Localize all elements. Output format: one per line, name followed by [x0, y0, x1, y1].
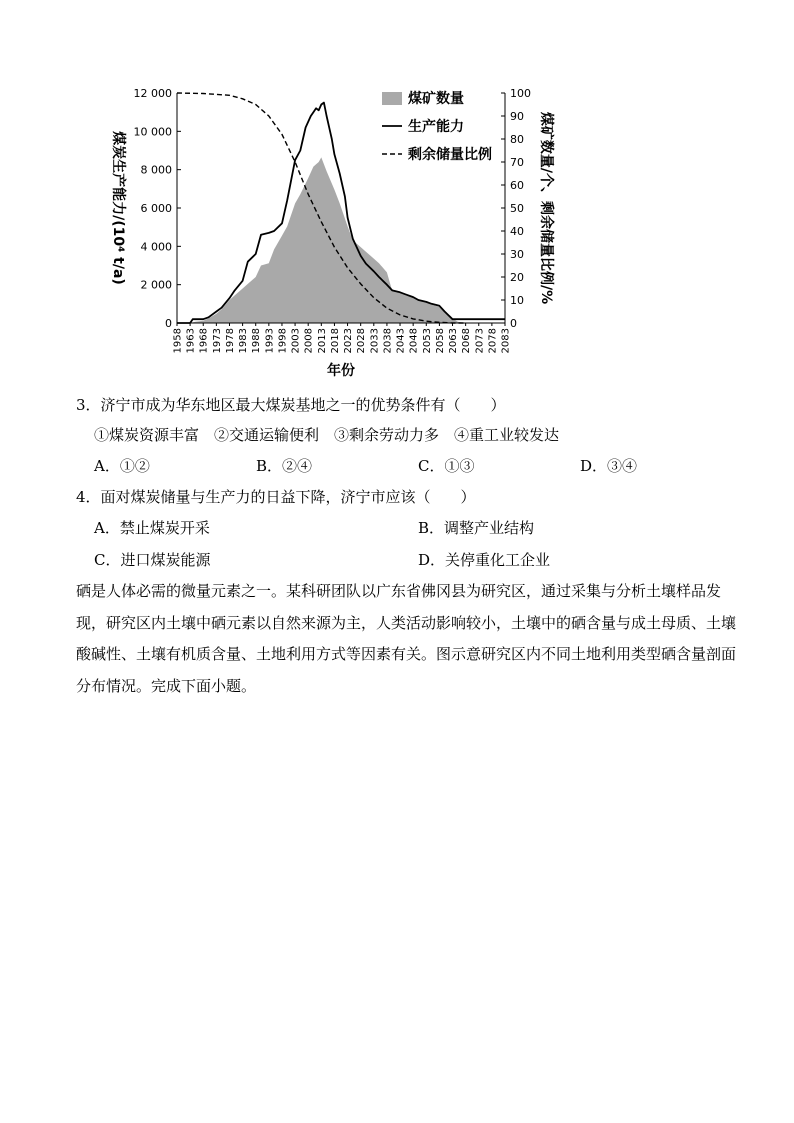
x-tick-label: 2033	[369, 328, 381, 354]
y-right-tick-label: 60	[510, 179, 524, 192]
passage-text: 硒是人体必需的微量元素之一。某科研团队以广东省佛冈县为研究区，通过采集与分析土壤样品发现，研究区内土壤中硒元素以自然来源为主，人类活动影响较小，土壤中的硒含量与成土母质、土壤酸碱性、土壤有机质含量、土地利用方式等因素有关。图示意研究区内不同土地利用类型硒含量剖面分布情况。完成下面小题。	[76, 582, 737, 695]
x-tick-label: 2048	[408, 328, 420, 354]
y-right-tick-label: 90	[510, 110, 524, 123]
q3-option-a[interactable]: A．①②	[94, 457, 150, 475]
y-left-axis-title: 煤炭生产能力/(10⁴ t/a)	[110, 131, 126, 285]
x-tick-label: 1983	[238, 328, 250, 354]
legend	[382, 90, 492, 163]
x-tick-label: 2043	[395, 328, 407, 354]
x-tick-label: 2068	[461, 328, 473, 354]
x-tick-label: 2083	[500, 328, 512, 354]
legend-label: 生产能力	[408, 119, 464, 135]
x-tick-label: 1978	[225, 328, 236, 354]
question-4-stem: 4．面对煤炭储量与生产力的日益下降，济宁市应该（ ）	[76, 488, 476, 506]
y-right-tick-label: 30	[510, 248, 524, 261]
question-3-items: ①煤炭资源丰富 ②交通运输便利 ③剩余劳动力多 ④重工业较发达	[94, 426, 560, 444]
y-left-tick-label: 10 000	[133, 125, 172, 139]
y-right-tick-label: 40	[510, 225, 524, 238]
y-left-tick-label: 8 000	[140, 163, 172, 177]
legend-label: 煤矿数量	[408, 91, 464, 107]
legend-swatch-mine-count	[382, 92, 402, 105]
y-left-tick-label: 12 000	[133, 87, 172, 100]
y-right-tick-label: 20	[510, 271, 524, 284]
y-left-tick-label: 6 000	[140, 202, 172, 215]
x-tick-label: 1998	[277, 328, 289, 354]
y-right-axis-title: 煤矿数量/个、剩余储量比例/%	[538, 111, 554, 305]
x-tick-label: 1993	[264, 328, 276, 354]
q3-option-d[interactable]: D．③④	[580, 457, 638, 475]
y-right-tick-label: 80	[510, 133, 524, 146]
coal-chart	[100, 80, 560, 380]
x-tick-label: 2073	[474, 328, 486, 354]
x-tick-label: 1968	[198, 328, 210, 354]
y-right-tick-label: 10	[510, 294, 524, 307]
x-tick-label: 2038	[382, 328, 394, 354]
y-right-tick-label: 100	[510, 87, 531, 100]
x-tick-label: 1988	[251, 328, 263, 354]
q4-option-b[interactable]: B．调整产业结构	[418, 519, 535, 537]
q4-option-c[interactable]: C．进口煤炭能源	[94, 551, 211, 569]
x-tick-label: 1963	[185, 328, 197, 354]
x-tick-label: 2008	[303, 328, 315, 354]
x-tick-label: 2053	[421, 328, 433, 354]
legend-label: 剩余储量比例	[408, 147, 492, 163]
y-right-tick-label: 0	[510, 317, 517, 330]
x-tick-label: 1973	[211, 328, 223, 354]
x-tick-label: 2063	[448, 328, 459, 354]
q4-option-d[interactable]: D．关停重化工企业	[418, 551, 551, 569]
q3-option-c[interactable]: C．①③	[418, 457, 475, 475]
y-right-tick-label: 50	[510, 202, 524, 215]
y-left-tick-label: 0	[165, 317, 172, 330]
x-tick-label: 1958	[172, 328, 184, 354]
x-tick-label: 2018	[329, 328, 341, 354]
x-tick-label: 2058	[434, 328, 446, 354]
x-tick-label: 2013	[316, 328, 328, 354]
x-tick-label: 2003	[290, 328, 302, 354]
q3-option-b[interactable]: B．②④	[256, 457, 313, 475]
question-3-stem: 3．济宁市成为华东地区最大煤炭基地之一的优势条件有（ ）	[76, 396, 506, 414]
x-tick-label: 2078	[487, 328, 499, 354]
x-tick-label: 2028	[356, 328, 368, 354]
y-left-tick-label: 2 000	[140, 278, 172, 292]
q4-option-a[interactable]: A．禁止煤炭开采	[94, 519, 210, 537]
y-left-tick-label: 4 000	[140, 240, 172, 254]
x-axis-title: 年份	[327, 363, 355, 379]
x-tick-label: 2023	[343, 328, 355, 354]
y-right-tick-label: 70	[510, 156, 524, 169]
